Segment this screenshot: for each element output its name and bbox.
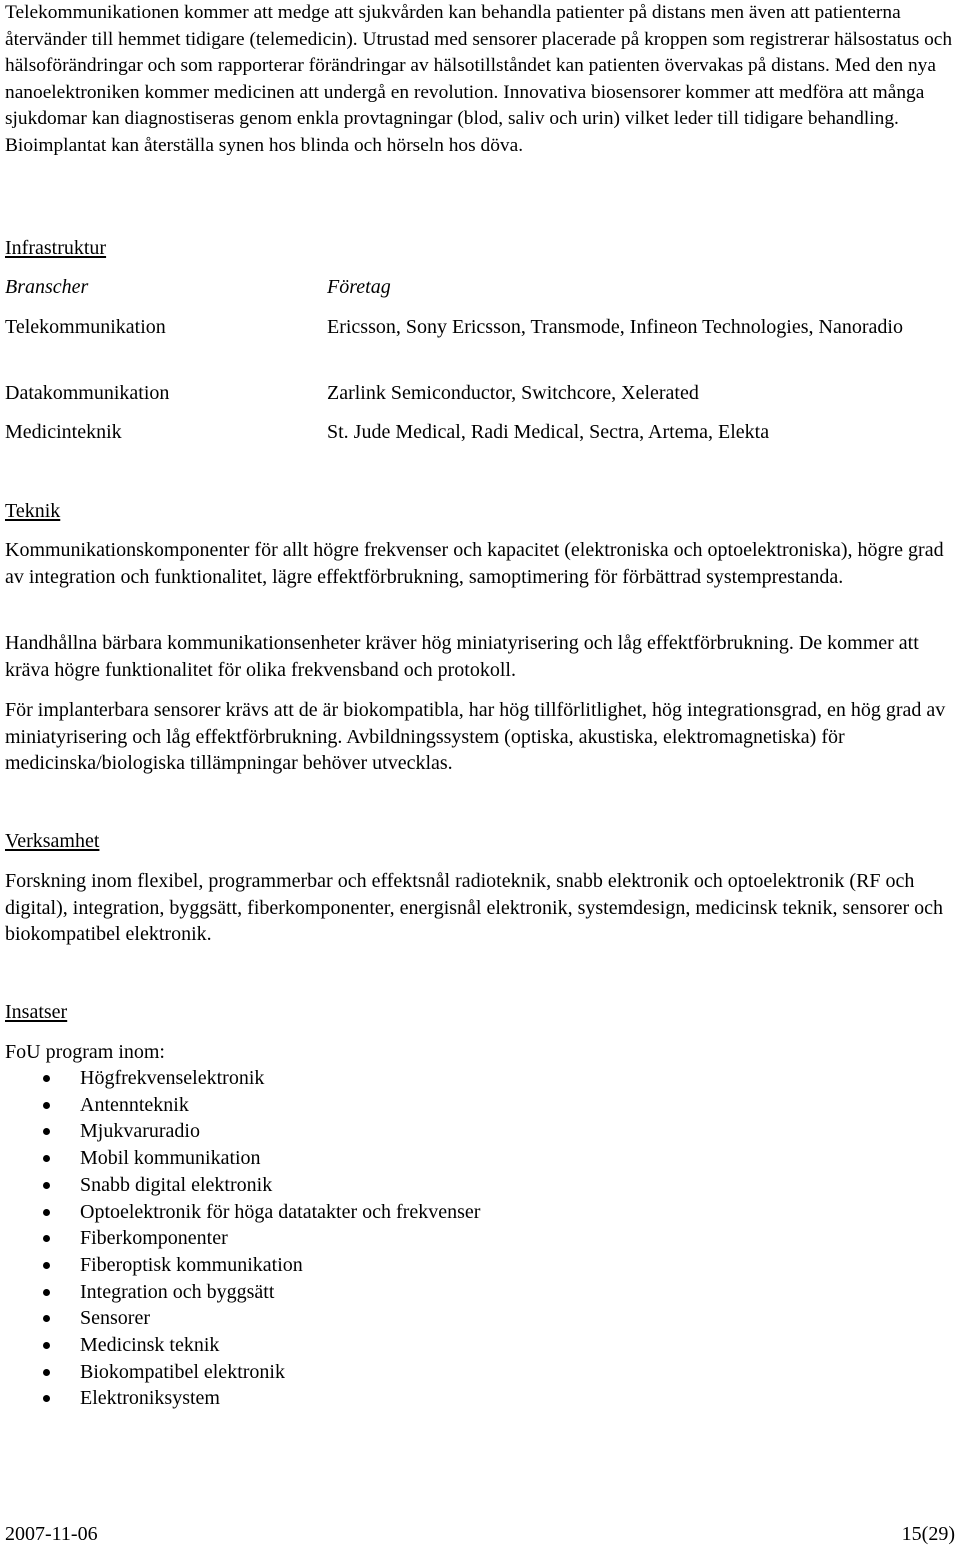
- list-item: [5, 1359, 480, 1386]
- list-item: [5, 1225, 480, 1252]
- list-item-text: Optoelektronik för höga datatakter och frekvenser: [80, 1200, 481, 1223]
- section-heading-teknik: Teknik: [5, 500, 61, 522]
- paragraph-text: För implanterbara sensorer krävs att de är biokompatibla, har hög tillförlitlighet, hög integrationsgrad, en hög grad av miniatyrisering och låg effektförbrukning. Avbildningssystem (optiska, akustiska, elektromagnetiska) för medicinska/biologiska tillämpningar behöver utvecklas.: [5, 699, 946, 775]
- table-cell-foretag: Ericsson, Sony Ericsson, Transmode, Infineon Technologies, Nanoradio: [327, 316, 903, 338]
- list-item-text: Högfrekvenselektronik: [80, 1067, 265, 1089]
- bullet-icon: [43, 1235, 50, 1242]
- footer-date: 2007-11-06: [5, 1523, 98, 1545]
- section-heading-verksamhet: Verksamhet: [5, 830, 100, 852]
- bullet-icon: [43, 1075, 50, 1082]
- intro-section: [5, 0, 953, 160]
- list-item: [5, 1279, 480, 1306]
- section-heading-infrastruktur: Infrastruktur: [5, 237, 107, 259]
- column-header-branscher: Branscher: [5, 276, 89, 298]
- bullet-icon: [43, 1369, 50, 1376]
- bullet-icon: [43, 1155, 50, 1162]
- insatser-intro: FoU program inom:: [5, 1041, 165, 1063]
- list-item: [5, 1252, 480, 1279]
- list-item-text: Mjukvaruradio: [80, 1120, 200, 1143]
- list-item: [5, 1145, 480, 1172]
- table-cell-foretag: Zarlink Semiconductor, Switchcore, Xelerated: [327, 382, 699, 404]
- list-item-text: Biokompatibel elektronik: [80, 1360, 285, 1383]
- list-item-text: Sensorer: [80, 1307, 150, 1330]
- list-item-text: Antennteknik: [80, 1093, 189, 1116]
- table-cell-bransch: Medicinteknik: [5, 421, 122, 443]
- teknik-paragraph-3: [5, 697, 960, 777]
- bullet-icon: [43, 1262, 50, 1269]
- teknik-paragraph-1: [5, 537, 960, 590]
- table-cell-bransch: Datakommunikation: [5, 382, 170, 404]
- list-item: [5, 1092, 480, 1119]
- list-item: [5, 1118, 480, 1145]
- bullet-icon: [43, 1342, 50, 1349]
- list-item: [5, 1172, 480, 1199]
- list-item-text: Integration och byggsätt: [80, 1280, 275, 1303]
- footer-page-number: 15(29): [901, 1523, 955, 1545]
- paragraph-text: Forskning inom flexibel, programmerbar och effektsnål radioteknik, snabb elektronik och optoelektronik (RF och digital), integration, byggsätt, fiberkomponenter, energisnål elektronik, systemdesign, medicinsk teknik, sensorer och biokompatibel elektronik.: [5, 870, 944, 946]
- list-item-text: Mobil kommunikation: [80, 1147, 261, 1170]
- teknik-paragraph-2: [5, 630, 960, 683]
- list-item-text: Fiberkomponenter: [80, 1227, 228, 1250]
- bullet-icon: [43, 1395, 50, 1402]
- bullet-icon: [43, 1209, 50, 1216]
- section-heading-insatser: Insatser: [5, 1001, 68, 1023]
- paragraph-text: Kommunikationskomponenter för allt högre frekvenser och kapacitet (elektroniska och optoelektroniska), högre grad av integration och funktionalitet, lägre effektförbrukning, samoptimering för förbättrad systemprestanda.: [5, 539, 944, 588]
- list-item-text: Medicinsk teknik: [80, 1334, 220, 1357]
- bullet-icon: [43, 1182, 50, 1189]
- list-item: [5, 1305, 480, 1332]
- list-item: [5, 1065, 480, 1092]
- column-header-foretag: Företag: [327, 276, 391, 298]
- intro-paragraph: Telekommunikationen kommer att medge att sjukvården kan behandla patienter på distans men även att patienterna återvänder till hemmet tidigare (telemedicin). Utrustad med sensorer placerade på kroppen som registrerar hälsostatus och hälsoförändringar och som rapporterar förändringar av hälsotillståndet kan patienten övervakas på distans. Med den nya nanoelektroniken kommer medicinen att undergå en revolution. Innovativa biosensorer kommer att medföra att många sjukdomar kan diagnostiseras genom enkla provtagningar (blod, saliv och urin) vilket leder till tidigare behandling. Bioimplantat kan återställa synen hos blinda och hörseln hos döva.: [5, 2, 953, 156]
- list-item-text: Snabb digital elektronik: [80, 1173, 273, 1196]
- bullet-icon: [43, 1128, 50, 1135]
- table-cell-bransch: Telekommunikation: [5, 316, 166, 338]
- insatser-bullet-list: [5, 1065, 480, 1412]
- list-item-text: Elektroniksystem: [80, 1387, 220, 1410]
- paragraph-text: Handhållna bärbara kommunikationsenheter kräver hög miniatyrisering och låg effektförbrukning. De kommer att kräva högre funktionalitet för olika frekvensband och protokoll.: [5, 632, 919, 681]
- list-item: [5, 1199, 480, 1226]
- verksamhet-paragraph: [5, 868, 960, 948]
- list-item: [5, 1332, 480, 1359]
- bullet-icon: [43, 1102, 50, 1109]
- list-item: [5, 1385, 480, 1412]
- bullet-icon: [43, 1289, 50, 1296]
- list-item-text: Fiberoptisk kommunikation: [80, 1253, 303, 1276]
- table-cell-foretag: St. Jude Medical, Radi Medical, Sectra, Artema, Elekta: [327, 421, 770, 443]
- bullet-icon: [43, 1315, 50, 1322]
